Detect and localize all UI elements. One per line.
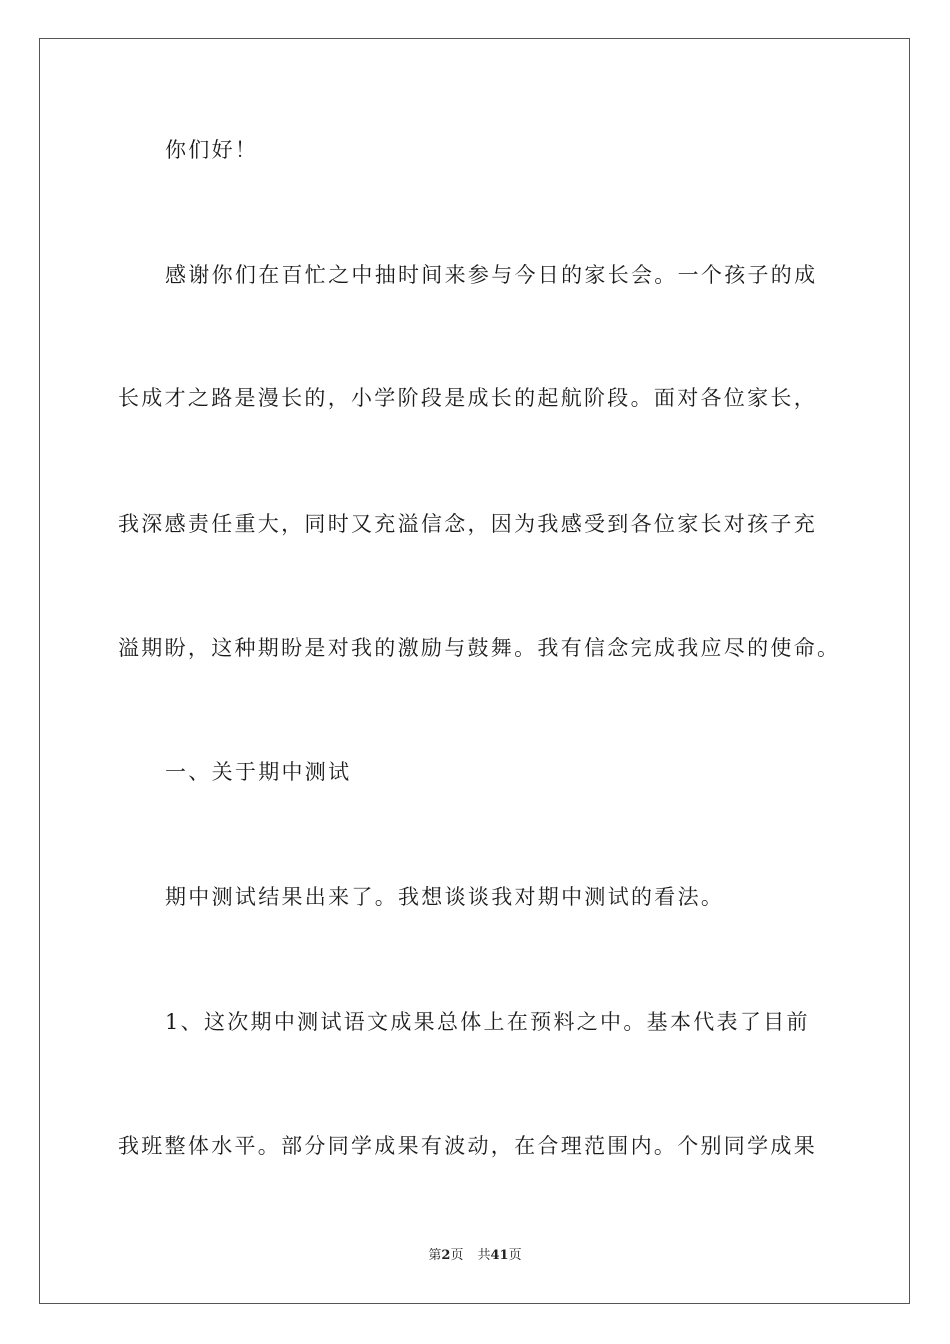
page-prefix: 第 (428, 1248, 442, 1263)
page-footer (0, 1246, 950, 1266)
paragraph-line: 溢期盼，这种期盼是对我的激励与鼓舞。我有信念完成我应尽的使命。 (118, 636, 841, 660)
greeting-line: 你们好！ (165, 138, 259, 162)
page-border (39, 38, 910, 1304)
total-prefix: 共 (477, 1248, 491, 1263)
total-pages: 41 (490, 1248, 509, 1263)
paragraph-line: 感谢你们在百忙之中抽时间来参与今日的家长会。一个孩子的成 (165, 263, 818, 287)
total-suffix: 页 (508, 1248, 522, 1263)
paragraph-line: 1、这次期中测试语文成果总体上在预料之中。基本代表了目前 (165, 1010, 810, 1034)
paragraph-line: 期中测试结果出来了。我想谈谈我对期中测试的看法。 (165, 885, 725, 909)
page-suffix: 页 (450, 1248, 464, 1263)
paragraph-line: 我班整体水平。部分同学成果有波动，在合理范围内。个别同学成果 (118, 1134, 817, 1158)
section-heading: 一、关于期中测试 (165, 760, 352, 784)
paragraph-line: 我深感责任重大，同时又充溢信念，因为我感受到各位家长对孩子充 (118, 512, 817, 536)
page-number: 2 (441, 1248, 451, 1263)
paragraph-line: 长成才之路是漫长的，小学阶段是成长的起航阶段。面对各位家长， (118, 386, 817, 410)
